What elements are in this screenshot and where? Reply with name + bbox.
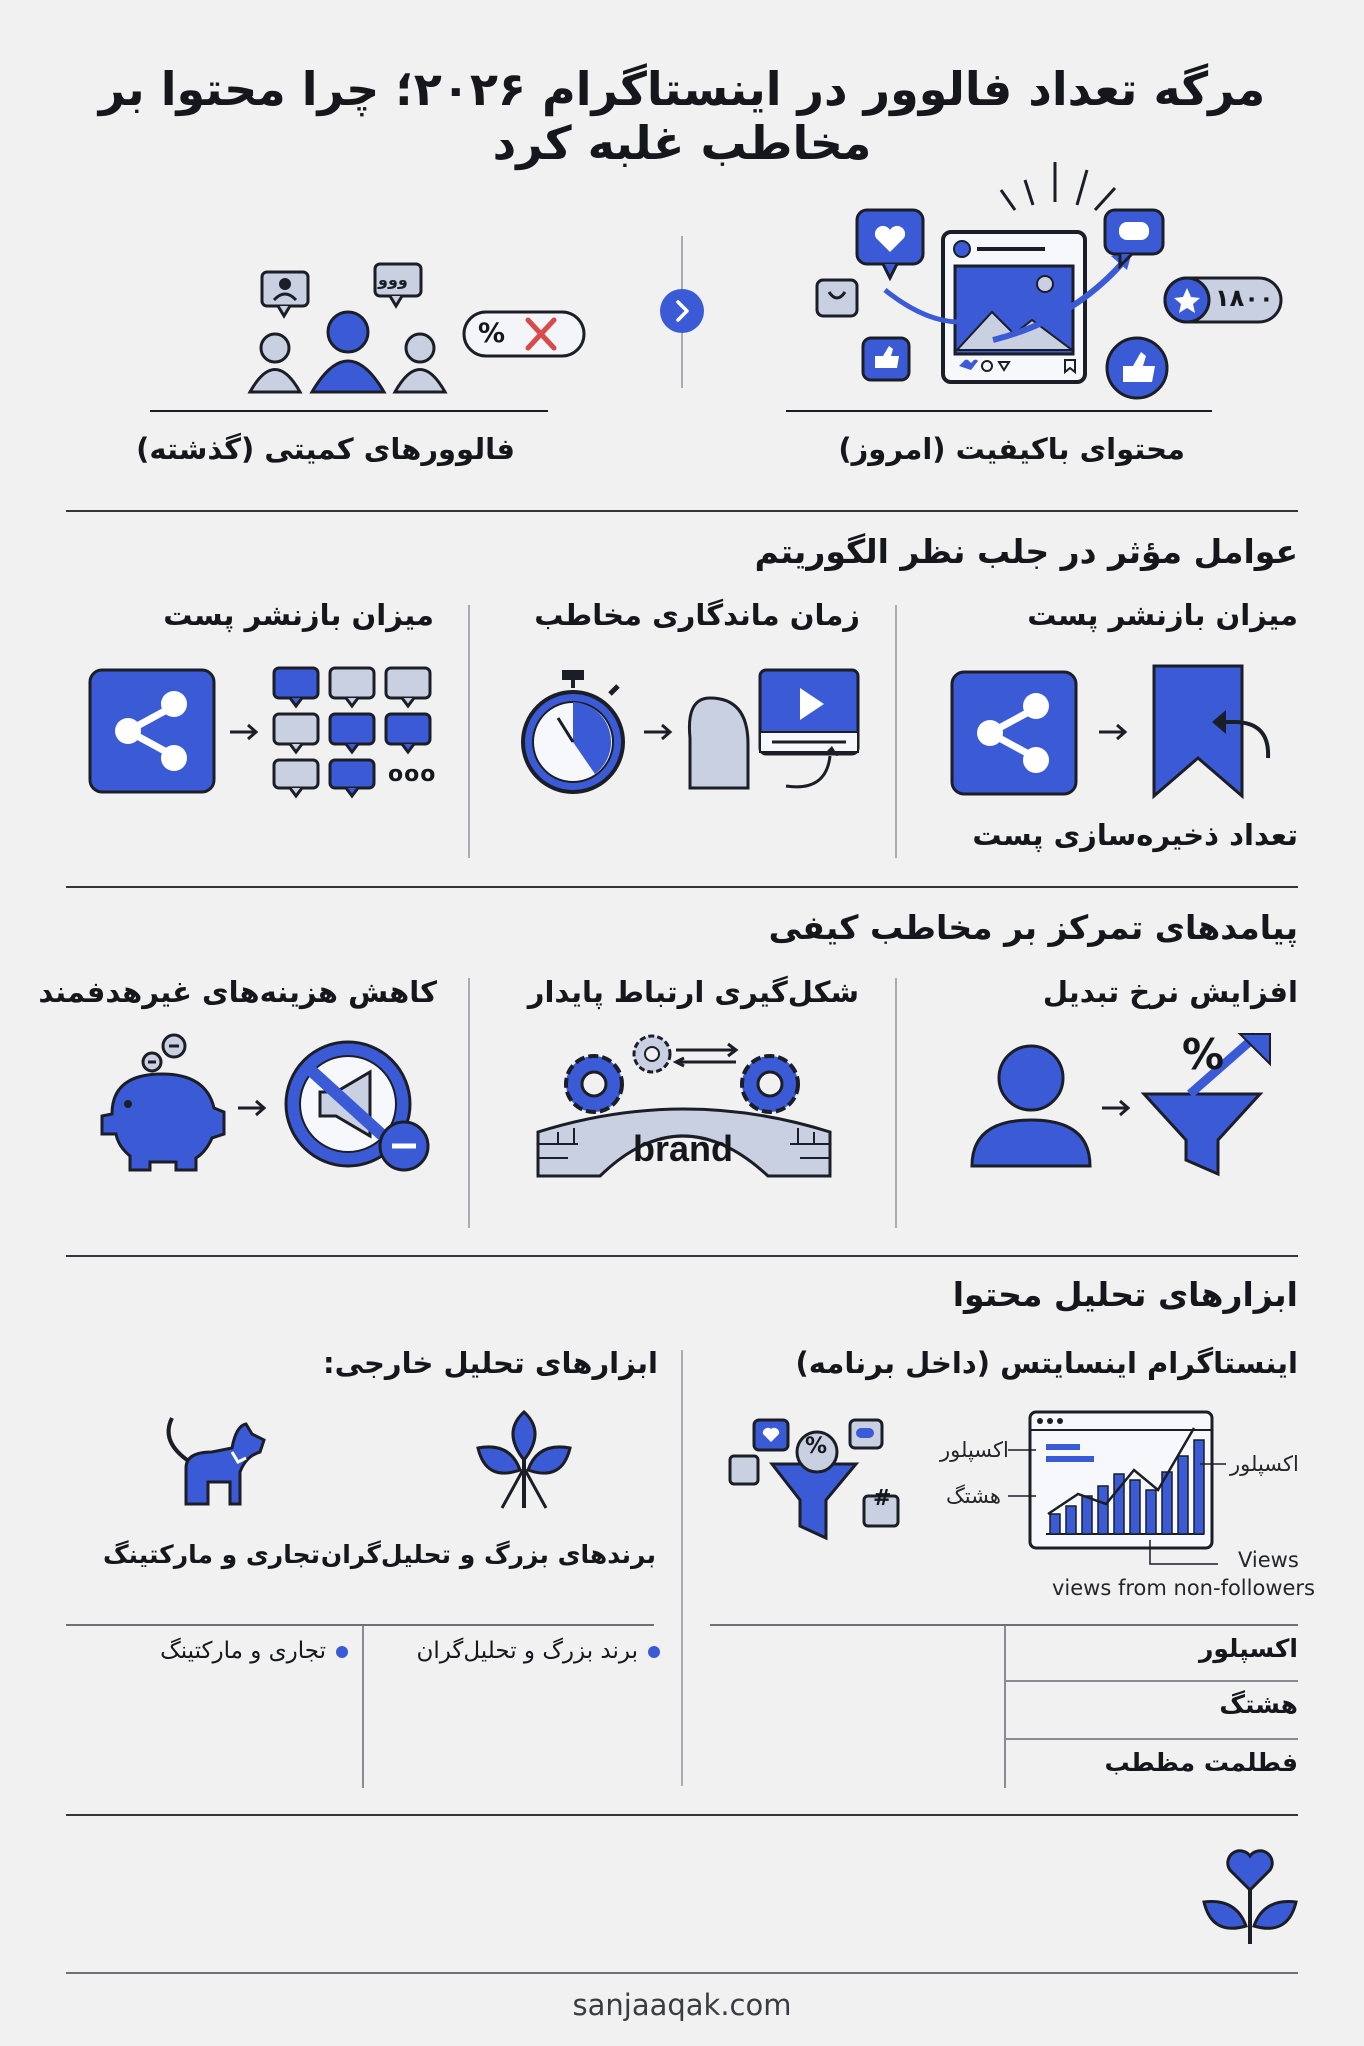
external-item-1-label: برندهای بزرگ و تحلیل‌گران (320, 1540, 656, 1569)
plant-leaves-icon (472, 1408, 576, 1512)
algo-col-divider-1 (468, 605, 470, 858)
outcome-card-1-title: افزایش نرخ تبدیل (1042, 975, 1298, 1009)
external-tools-title: ابزارهای تحلیل خارجی: (323, 1346, 658, 1380)
insights-list-item-2: هشتگ (1219, 1690, 1298, 1719)
people-group-icon (240, 262, 460, 397)
video-player-icon (686, 668, 862, 796)
dashboard-label-explore-right: اکسپلور (1230, 1452, 1299, 1476)
external-bullet-1 (416, 1638, 660, 1664)
algo-card-1-caption: تعداد ذخیره‌سازی پست (972, 818, 1298, 852)
insights-list-rule-2 (1006, 1738, 1298, 1740)
share-icon (950, 670, 1078, 796)
user-icon (968, 1038, 1094, 1168)
outcome-col-divider-2 (895, 978, 897, 1228)
divider-5 (66, 1972, 1298, 1974)
outcome-percent-glyph: % (1182, 1030, 1225, 1079)
outcome-card-3-title: کاهش هزینه‌های غیرهدفمند (38, 975, 437, 1009)
dashboard-label-explore-left: اکسپلور (940, 1438, 1009, 1462)
dog-icon (160, 1412, 268, 1508)
algo-card-3-title: میزان بازنشر پست (163, 598, 434, 632)
page-title: مرگه تعداد فالوور در اینستاگرام ۲۰۲۶؛ چرا محتوا بر مخاطب غلبه کرد (98, 62, 1266, 170)
algo-col-divider-2 (895, 605, 897, 858)
percent-glyph: % (478, 318, 506, 349)
insights-title: اینستاگرام اینسایتس (داخل برنامه) (795, 1346, 1298, 1380)
algorithm-section-title: عوامل مؤثر در جلب نظر الگوریتم (754, 532, 1298, 571)
arrow-right-icon (228, 722, 260, 742)
tools-section-title: ابزارهای تحلیل محتوا (952, 1275, 1298, 1314)
external-item-2-label: تجاری و مارکتینگ (102, 1540, 320, 1569)
external-bullet-2 (160, 1638, 348, 1664)
heart-plant-icon (1198, 1846, 1302, 1946)
insights-list-item-1: اکسپلور (1198, 1634, 1298, 1663)
external-list-top-rule (66, 1624, 654, 1626)
outcome-col-divider-1 (468, 978, 470, 1228)
outcome-card-2-title: شکل‌گیری ارتباط پایدار (527, 975, 859, 1009)
divider-4 (66, 1814, 1298, 1816)
share-icon (88, 668, 216, 794)
quality-post-icon (815, 160, 1285, 405)
arrow-right-icon (1097, 722, 1129, 742)
views-count: ۱۸۰۰ (1215, 284, 1274, 312)
bullet-dot (648, 1646, 660, 1658)
dashboard-label-hashtag: هشتگ (946, 1484, 1001, 1508)
more-dots: ooo (388, 762, 437, 787)
bullet-dot (336, 1646, 348, 1658)
stopwatch-icon (518, 668, 630, 798)
insights-list-item-3: فطلمت مظطب (1104, 1748, 1298, 1777)
bookmark-icon (1150, 662, 1275, 800)
arrow-right-icon (1100, 1098, 1132, 1118)
divider-1 (66, 510, 1298, 512)
footer-site[interactable]: sanjaaqak.com (572, 1988, 792, 2022)
arrow-right-icon (642, 722, 674, 742)
external-bullet-1-text: برند بزرگ و تحلیل‌گران (416, 1638, 638, 1664)
dashboard-leader-lines (1000, 1440, 1230, 1570)
brand-word: brand (632, 1128, 733, 1169)
divider-3 (66, 1255, 1298, 1257)
no-ads-megaphone-icon (280, 1036, 432, 1176)
outcomes-section-title: پیامدهای تمرکز بر مخاطب کیفی (768, 908, 1298, 947)
algo-card-2-title: زمان ماندگاری مخاطب (534, 598, 860, 632)
external-list-divider (362, 1626, 364, 1788)
insights-list-divider (1004, 1626, 1006, 1788)
dashboard-label-views: Views (1238, 1548, 1299, 1572)
chat-bubble-text: ووو (378, 270, 408, 289)
hero-baseline-right (786, 410, 1212, 412)
insights-list-rule-1 (1006, 1680, 1298, 1682)
piggy-bank-icon (92, 1032, 227, 1172)
insights-funnel-glyph: % (805, 1434, 828, 1459)
dashboard-label-non-followers: views from non-followers (1052, 1576, 1315, 1600)
chevron-right-icon[interactable] (659, 288, 705, 334)
divider-2 (66, 886, 1298, 888)
algo-card-1-title: میزان بازنشر پست (1027, 598, 1298, 632)
tools-col-divider (681, 1350, 683, 1786)
analytics-funnel-icon (726, 1412, 886, 1546)
external-bullet-2-text: تجاری و مارکتینگ (160, 1638, 326, 1664)
arrow-right-icon (236, 1098, 268, 1118)
hero-right-label: محتوای باکیفیت (امروز) (838, 432, 1185, 466)
hero-baseline-left (150, 410, 548, 412)
insights-hash-glyph: # (873, 1486, 892, 1511)
hero-left-label: فالوورهای کمیتی (گذشته) (136, 432, 515, 466)
